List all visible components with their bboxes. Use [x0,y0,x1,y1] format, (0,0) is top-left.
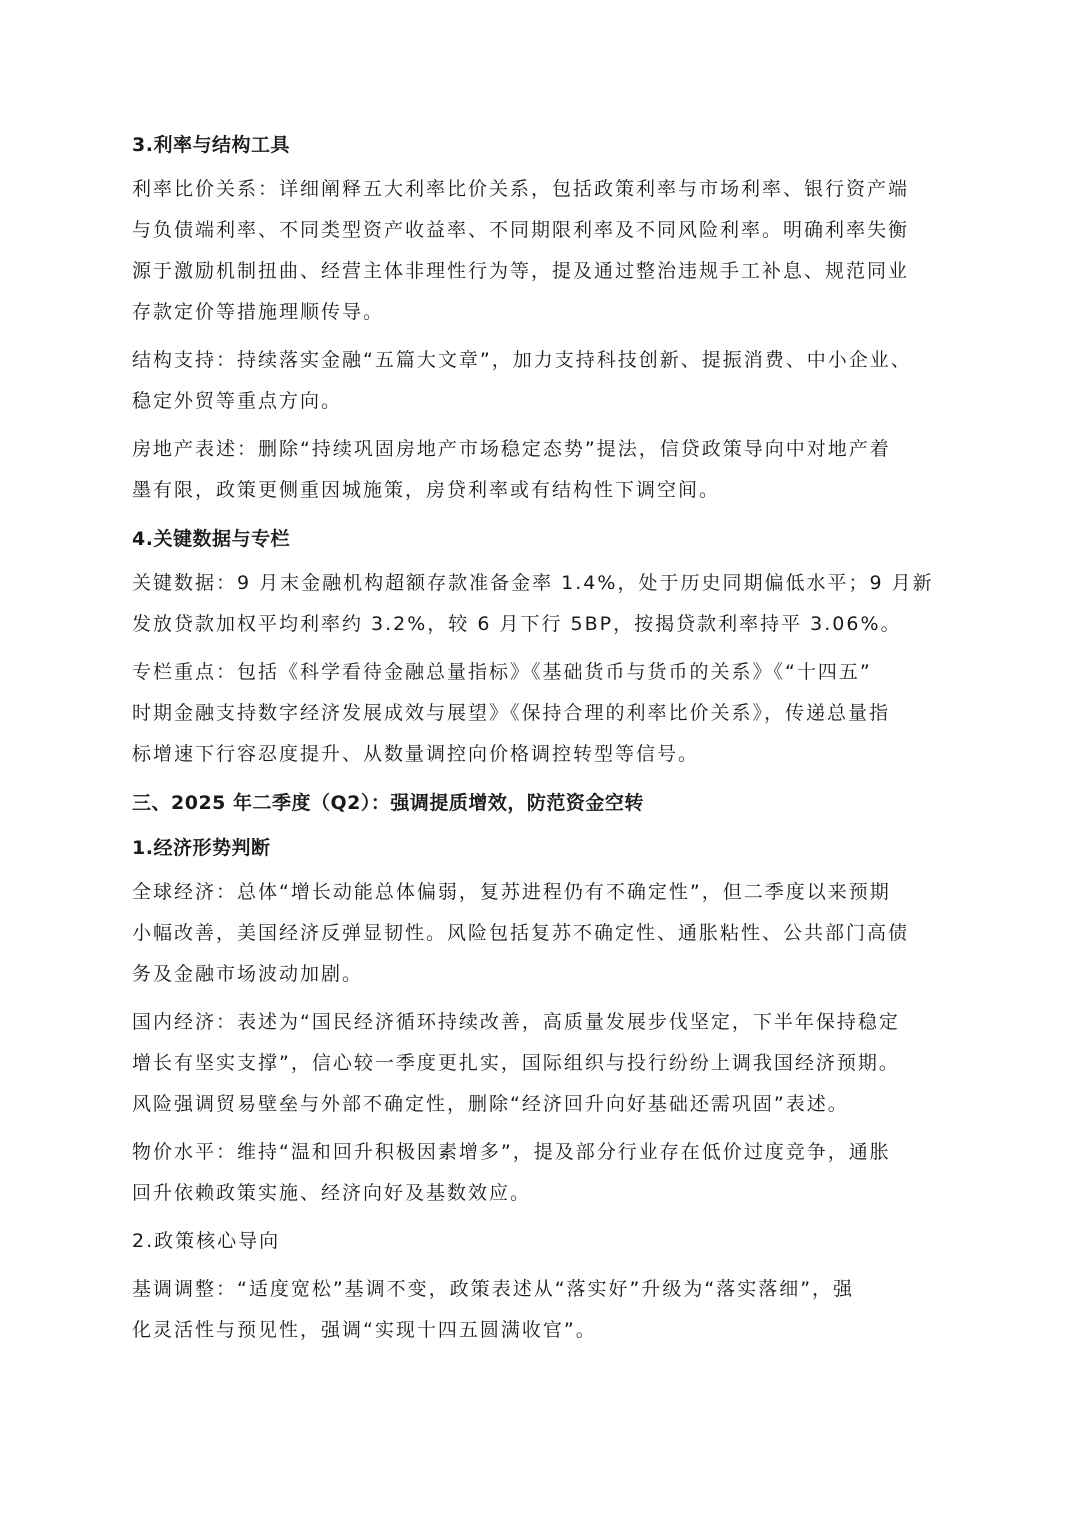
text-line: 化灵活性与预见性，强调“实现十四五圆满收官”。 [132,1319,597,1341]
text-line: 时期金融支持数字经济发展成效与展望》《保持合理的利率比价关系》，传递总量指 [132,702,891,724]
text-line: 务及金融市场波动加剧。 [132,963,364,985]
text-line: 房地产表述：删除“持续巩固房地产市场稳定态势”提法，信贷政策导向中对地产着 [132,438,891,460]
text-line: 3.利率与结构工具 [132,134,290,156]
paragraph-special-column [132,652,950,775]
text-line: 国内经济：表述为“国民经济循环持续改善，高质量发展步伐坚定，下半年保持稳定 [132,1011,900,1033]
text-line: 与负债端利率、不同类型资产收益率、不同期限利率及不同风险利率。明确利率失衡 [132,219,910,241]
text-line: 4.关键数据与专栏 [132,528,290,550]
paragraph-interest-rate-parity [132,169,950,333]
paragraph-structural-support [132,340,950,422]
text-line: 三、2025 年二季度（Q2）：强调提质增效，防范资金空转 [132,792,644,814]
text-line: 增长有坚实支撑”，信心较一季度更扎实，国际组织与投行纷纷上调我国经济预期。 [132,1052,900,1074]
chapter-heading [132,782,950,824]
text-line: 物价水平：维持“温和回升积极因素增多”，提及部分行业存在低价过度竞争，通胀 [132,1141,891,1163]
text-line: 结构支持：持续落实金融“五篇大文章”，加力支持科技创新、提振消费、中小企业、 [132,349,912,371]
subsection-heading [132,1221,950,1262]
text-line: 关键数据：9 月末金融机构超额存款准备金率 1.4%，处于历史同期偏低水平；9 月新 [132,572,934,594]
text-line: 墨有限，政策更侧重因城施策，房贷利率或有结构性下调空间。 [132,479,721,501]
paragraph-price-level [132,1132,950,1214]
text-line: 存款定价等措施理顺传导。 [132,301,385,323]
text-line: 2.政策核心导向 [132,1230,281,1252]
paragraph-key-data [132,563,950,645]
text-line: 源于激励机制扭曲、经营主体非理性行为等，提及通过整治违规手工补息、规范同业 [132,260,910,282]
document-page [132,124,950,1358]
paragraph-domestic-economy [132,1002,950,1125]
text-line: 小幅改善，美国经济反弹显韧性。风险包括复苏不确定性、通胀粘性、公共部门高债 [132,922,910,944]
section-heading [132,827,950,869]
text-line: 发放贷款加权平均利率约 3.2%，较 6 月下行 5BP，按揭贷款利率持平 3.06%。 [132,613,902,635]
text-line: 利率比价关系：详细阐释五大利率比价关系，包括政策利率与市场利率、银行资产端 [132,178,910,200]
paragraph-tone-adjustment [132,1269,950,1351]
section-heading [132,518,950,560]
text-line: 全球经济：总体“增长动能总体偏弱，复苏进程仍有不确定性”，但二季度以来预期 [132,881,891,903]
paragraph-real-estate [132,429,950,511]
text-line: 标增速下行容忍度提升、从数量调控向价格调控转型等信号。 [132,743,700,765]
section-heading [132,124,950,166]
text-line: 专栏重点：包括《科学看待金融总量指标》《基础货币与货币的关系》《“十四五” [132,661,872,683]
text-line: 1.经济形势判断 [132,837,271,859]
text-line: 风险强调贸易壁垒与外部不确定性，删除“经济回升向好基础还需巩固”表述。 [132,1093,849,1115]
paragraph-global-economy [132,872,950,995]
text-line: 稳定外贸等重点方向。 [132,390,343,412]
text-line: 基调调整：“适度宽松”基调不变，政策表述从“落实好”升级为“落实落细”，强 [132,1278,855,1300]
text-line: 回升依赖政策实施、经济向好及基数效应。 [132,1182,532,1204]
